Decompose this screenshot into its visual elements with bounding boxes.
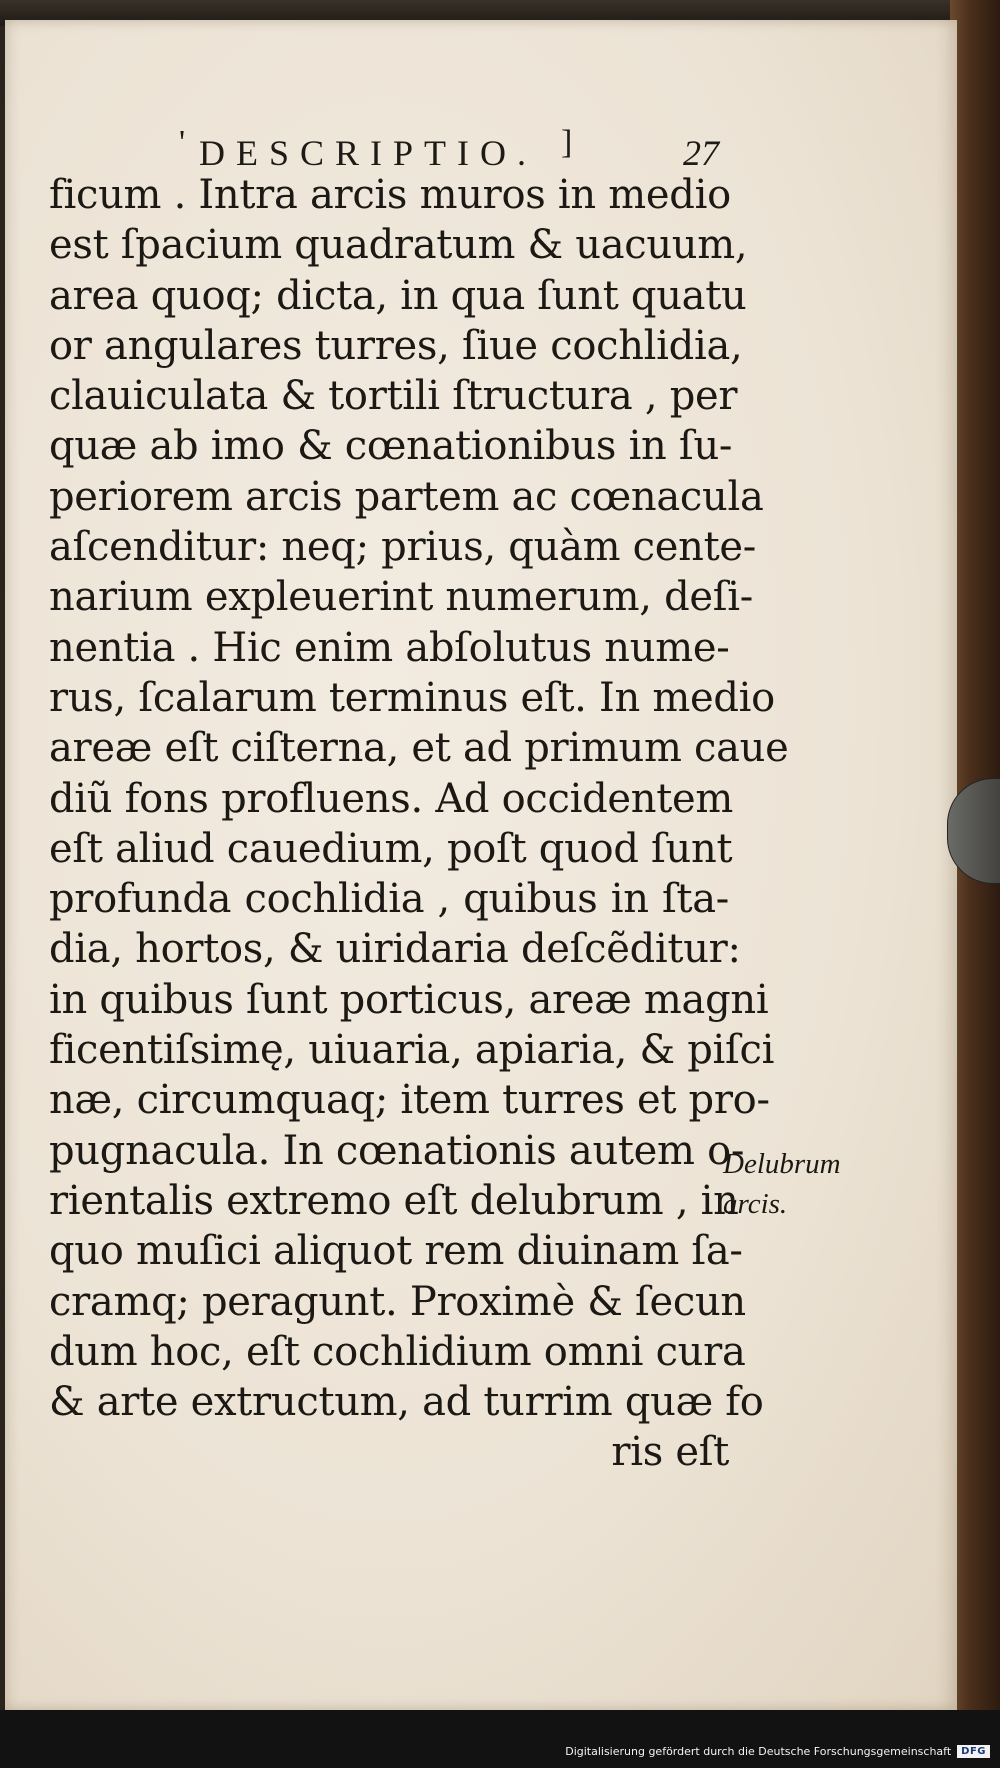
text-line: profunda cochlidia , quibus in ſta- xyxy=(49,876,729,923)
text-line: rientalis extremo eſt delubrum , in xyxy=(49,1177,739,1224)
book-page xyxy=(5,20,957,1710)
text-line: dum hoc, eſt cochlidium omni cura xyxy=(49,1328,746,1375)
text-line: ficentiſsimę, uiuaria, apiaria, & piſci xyxy=(49,1027,775,1074)
text-line: est ſpacium quadratum & uacuum, xyxy=(49,222,748,269)
text-line: aſcenditur: neq; prius, quàm cente- xyxy=(49,524,756,571)
text-line: areæ eſt ciſterna, et ad primum caue xyxy=(49,725,789,772)
body-text-block xyxy=(49,170,789,1478)
text-line: clauiculata & tortili ſtructura , per xyxy=(49,373,738,420)
text-line: quo muſici aliquot rem diuinam ſa- xyxy=(49,1228,743,1275)
text-line: rus, ſcalarum terminus eſt. In medio xyxy=(49,674,775,721)
text-line: eſt aliud cauedium, poſt quod ſunt xyxy=(49,825,733,872)
catchword: ris eſt xyxy=(611,1429,729,1476)
text-line: næ, circumquaq; item turres et pro- xyxy=(49,1077,770,1124)
running-head-title: DESCRIPTIO. xyxy=(199,133,538,173)
text-line: area quoq; dicta, in qua ſunt quatu xyxy=(49,272,747,319)
text-line: narium expleuerint numerum, deſi- xyxy=(49,574,753,621)
text-line: pugnacula. In cœnationis autem o- xyxy=(49,1127,745,1174)
funding-credit-text: Digitalisierung gefördert durch die Deutsche Forschungsgemeinschaft xyxy=(565,1745,952,1758)
header-bracket-right: ] xyxy=(561,124,573,161)
text-line: in quibus ſunt porticus, areæ magni xyxy=(49,976,769,1023)
text-line: or angulares turres, ſiue cochlidia, xyxy=(49,322,743,369)
text-line: cramq; peragunt. Proximè & ſecun xyxy=(49,1278,746,1325)
marginal-note-line: arcis. xyxy=(723,1188,788,1220)
text-line: quæ ab imo & cœnationibus in ſu- xyxy=(49,423,733,470)
text-line: dia, hortos, & uiridaria deſcẽditur: xyxy=(49,926,741,973)
marginal-note-line: Delubrum xyxy=(723,1148,841,1180)
page-number: 27 xyxy=(683,133,719,173)
text-line: periorem arcis partem ac cœnacula xyxy=(49,473,764,520)
text-line: & arte extructum, ad turrim quæ fo xyxy=(49,1379,764,1426)
footer-bar xyxy=(0,1710,1000,1768)
marginal-note xyxy=(723,1144,841,1224)
text-line: nentia . Hic enim abſolutus nume- xyxy=(49,624,730,671)
header-bracket-left: ' xyxy=(179,124,186,161)
dfg-logo: DFG xyxy=(957,1745,990,1758)
text-line: ficum . Intra arcis muros in medio xyxy=(49,172,731,218)
text-line: diũ fons profluens. Ad occidentem xyxy=(49,775,734,822)
funding-credit xyxy=(565,1745,990,1758)
